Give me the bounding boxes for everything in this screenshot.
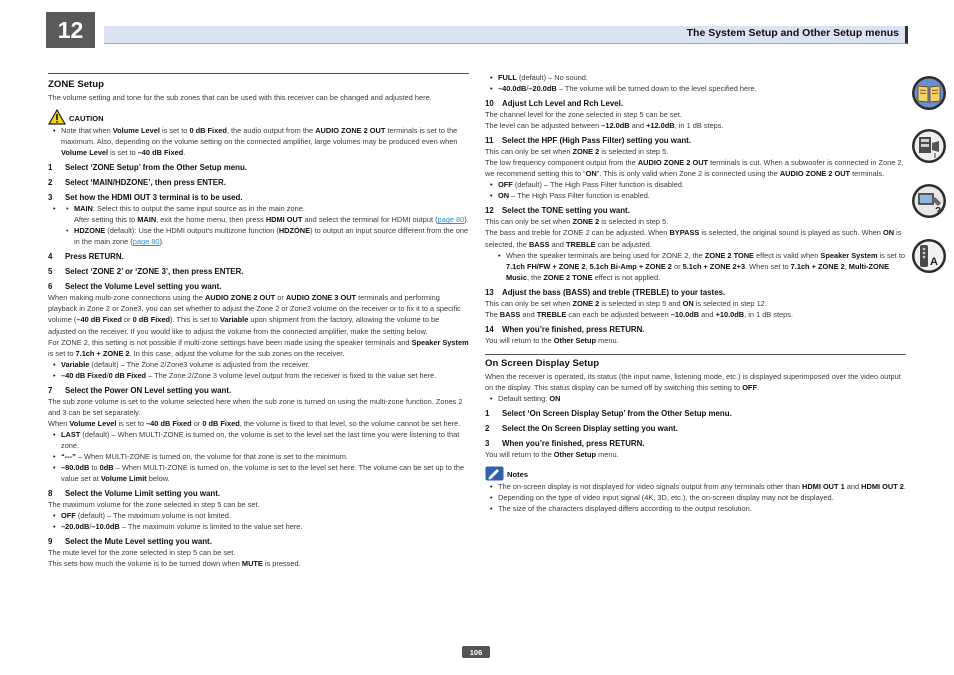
notes-label: Notes: [507, 469, 529, 479]
step-3: 3 Set how the HDMI OUT 3 terminal is to be used.: [48, 193, 243, 203]
caution-text: • Note that when Volume Level is set to 0 dB Fixed, the audio output from the AUDIO ZONE 2 OUT terminals is set to the maximum. Also, depending on the volume setting on the connected amplifier, large volumes may be produced even when Volume Level is set to –40 dB Fixed.: [48, 125, 469, 158]
mute-option: • FULL (default) – No sound.: [485, 72, 906, 83]
tone-note: • When the speaker terminals are being used for ZONE 2, the ZONE 2 TONE effect is valid when Speaker System is set to 7.1ch FH/FW + ZONE 2, 5.1ch Bi-Amp + ZONE 2 or 5.1ch + ZONE 2+3. When set to 7.1ch + ZONE 2, Multi-ZONE Music, the ZONE 2 TONE effect is not applied.: [485, 250, 906, 283]
volume-option: • –40 dB Fixed/0 dB Fixed – The Zone 2/Zone 3 volume level output from the receiver is fixed to the value set here.: [48, 370, 469, 381]
step-9-text: The mute level for the zone selected in step 5 can be set. This sets how much the volume is to be turned down when MUTE is pressed.: [48, 548, 301, 569]
volume-limit-option: • OFF (default) – The maximum volume is not limited.: [48, 510, 469, 521]
note-item: • Depending on the type of video input signal (4K, 3D, etc.), the on-screen display may not be displayed.: [485, 492, 906, 503]
zone-setup-intro: The volume setting and tone for the sub zones that can be used with this receiver can be changed and adjusted here.: [48, 93, 432, 102]
step-13-text: This can only be set when ZONE 2 is selected in step 5 and ON is selected in step 12. The BASS and TREBLE can each be adjusted between –10.0dB and +10.0dB, in 1 dB steps.: [485, 298, 794, 319]
book-icon[interactable]: [911, 75, 947, 111]
step-9: 9 Select the Mute Level setting you want.: [48, 537, 212, 547]
step-8: 8 Select the Volume Limit setting you want.: [48, 489, 221, 499]
hpf-option: • OFF (default) – The High Pass Filter function is disabled.: [485, 179, 906, 190]
svg-text:A: A: [930, 256, 938, 268]
step-8-text: The maximum volume for the zone selected in step 5 can be set.: [48, 500, 260, 510]
remote-icon[interactable]: [911, 238, 947, 274]
osd-section: [485, 354, 906, 514]
step-4: 4 Press RETURN.: [48, 252, 124, 262]
step-2: 2 Select ‘MAIN/HDZONE’, then press ENTER.: [48, 178, 226, 188]
step-12-text: This can only be set when ZONE 2 is selected in step 5. The bass and treble for ZONE 2 can be adjusted. When BYPASS is selected, the original sound is played as such. When ON is selected, the BASS and TREBLE can be adjusted.: [485, 217, 902, 249]
notes-heading: [485, 466, 906, 481]
osd-title: On Screen Display Setup: [485, 357, 600, 369]
page-title: The System Setup and Other Setup menus: [686, 27, 899, 39]
note-item: • The on-screen display is not displayed for video signals output from any terminals other than HDMI OUT 1 and HDMI OUT 2.: [485, 481, 906, 492]
page-80-link[interactable]: page 80: [132, 237, 160, 247]
page-number: 106: [462, 646, 490, 658]
osd-step-3-text: You will return to the Other Setup menu.: [485, 449, 619, 459]
power-on-option: • –80.0dB to 0dB – When MULTI-ZONE is turned on, the volume is set to the level set here. The volume can be set up to the value set at Volume Limit below.: [48, 462, 469, 484]
step-6: 6 Select the Volume Level setting you want.: [48, 282, 222, 292]
power-on-option: • “---” – When MULTI-ZONE is turned on, the volume for that zone is set to the minimum.: [48, 451, 469, 462]
osd-intro: When the receiver is operated, its status (the input name, listening mode, etc.) is displayed superimposed over the video output on the display. This status display can be turned off by switching this setting to OFF.: [485, 371, 901, 392]
caution-icon: [48, 109, 66, 125]
option-hdzone: • HDZONE (default): Use the HDMI output’s multizone function (HDZONE) to output an input source different from the one in the main zone (page 80).: [66, 226, 469, 247]
caution-heading: [48, 109, 469, 125]
volume-limit-option: • –20.0dB/–10.0dB – The maximum volume is limited to the value set here.: [48, 521, 469, 532]
right-column: [485, 72, 906, 514]
page-80-link[interactable]: page 80: [437, 215, 465, 225]
step-10: 10 Adjust Lch Level and Rch Level.: [485, 99, 624, 109]
step-11-text: This can only be set when ZONE 2 is selected in step 5. The low frequency component output from the AUDIO ZONE 2 OUT terminals is cut. When a subwoofer is connected in Zone 2, we recommend setting this to “ON”. This is only valid when Zone 2 is connected using the AUDIO ZONE 2 OUT terminals.: [485, 147, 904, 179]
volume-option: • Variable (default) – The Zone 2/Zone3 volume is adjusted from the receiver.: [48, 359, 469, 370]
osd-step-1: 1 Select ‘On Screen Display Setup’ from the Other Setup menu.: [485, 408, 732, 418]
step-10-text: The channel level for the zone selected in step 5 can be set. The level can be adjusted between –12.0dB and +12.0dB, in 1 dB steps.: [485, 110, 724, 131]
zone-setup-title: ZONE Setup: [48, 79, 104, 90]
step-6-text: When making multi-zone connections using the AUDIO ZONE 2 OUT or AUDIO ZONE 3 OUT terminals and performing playback in Zone 2 or Zone3, you can set whether to adjust the Zone 2 or Zone3 volume on the receiver or to fix it to a specific volume (–40 dB Fixed or 0 dB Fixed). This is set to Variable upon shipment from the factory, allowing the volume to be adjusted on the receiver. If you would like to adjust the volume from the connected amplifier, make the setting below. For ZONE 2, this setting is not possible if multi-zone settings have been made using the speaker terminals and Speaker System is set to 7.1ch + ZONE 2. In this case, adjust the volume for the sub zones on the receiver.: [48, 293, 469, 358]
svg-text:?: ?: [935, 206, 942, 217]
chapter-number: 12: [46, 12, 95, 48]
step-12: 12 Select the TONE setting you want.: [485, 206, 630, 216]
step-11: 11 Select the HPF (High Pass Filter) setting you want.: [485, 136, 691, 146]
osd-default: • Default setting: ON: [485, 393, 906, 404]
note-item: • The size of the characters displayed differs according to the output resolution.: [485, 503, 906, 514]
caution-label: CAUTION: [69, 114, 104, 123]
osd-step-3: 3 When you’re finished, press RETURN.: [485, 438, 645, 448]
step-14: 14 When you’re finished, press RETURN.: [485, 324, 645, 334]
step-7-text: The sub zone volume is set to the volume selected here when the sub zone is turned on using the multi-zone function. Zones 2 and 3 can be set separately. When Volume Level is set to –40 dB Fixed or 0 dB Fixed, the volume is fixed to that level, so the volume cannot be set here.: [48, 396, 463, 428]
troubleshooting-icon[interactable]: [911, 183, 947, 219]
left-column: [48, 73, 469, 569]
step-14-text: You will return to the Other Setup menu.: [485, 335, 619, 345]
hpf-option: • ON – The High Pass Filter function is enabled.: [485, 190, 906, 201]
connection-icon[interactable]: [911, 128, 947, 164]
step-7: 7 Select the Power ON Level setting you want.: [48, 385, 232, 395]
header-bar: [104, 26, 908, 44]
step-1: 1 Select ‘ZONE Setup’ from the Other Setup menu.: [48, 163, 247, 173]
mute-option: • –40.0dB/–20.0dB – The volume will be turned down to the level specified here.: [485, 83, 906, 94]
power-on-option: • LAST (default) – When MULTI-ZONE is turned on, the volume is set to the level set the last time you were listening to that zone.: [48, 429, 469, 451]
option-main: • • MAIN: Select this to output the same input source as in the main zone. After setting this to MAIN, exit the home menu, then press HDMI OUT and select the terminal for HDMI output (page 80).: [48, 203, 469, 225]
step-13: 13 Adjust the bass (BASS) and treble (TREBLE) to your tastes.: [485, 287, 726, 297]
note-icon: [485, 466, 504, 481]
step-5: 5 Select ‘ZONE 2’ or ‘ZONE 3’, then press ENTER.: [48, 267, 244, 277]
osd-step-2: 2 Select the On Screen Display setting you want.: [485, 423, 678, 433]
